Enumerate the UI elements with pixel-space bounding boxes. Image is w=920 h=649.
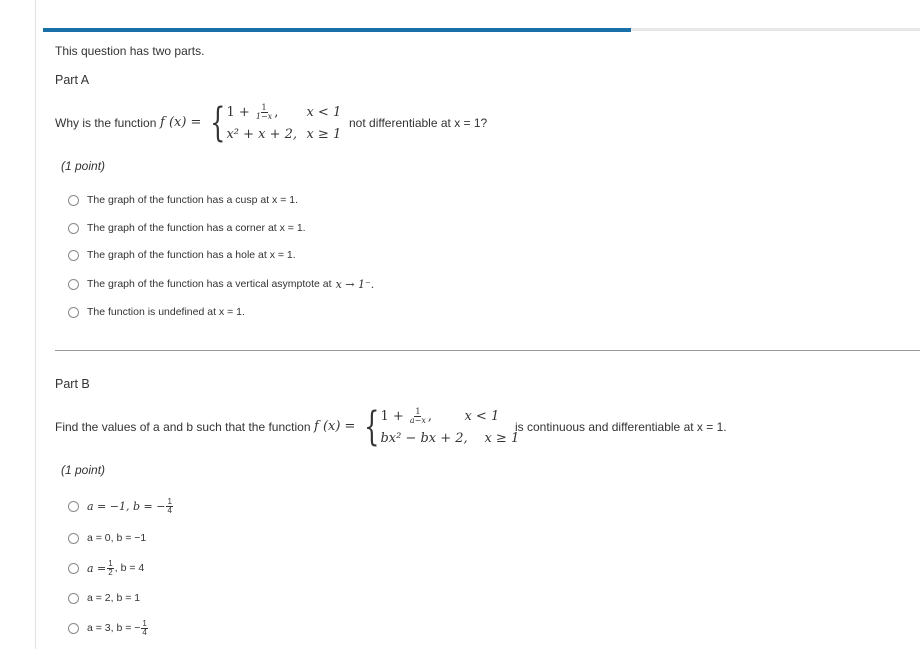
- part-b-brace: {: [364, 404, 380, 450]
- part-b-piecewise: { 1 + $\frac{1}{a-x}$ , x < 1 bx² − bx + 2, x ≥ 1: [364, 404, 520, 450]
- part-b-case2-expr: bx² − bx + 2,: [380, 430, 468, 446]
- part-a-case1-expr: 1 +: [226, 104, 250, 120]
- progress-bar: [43, 28, 920, 31]
- radio-button[interactable]: [68, 501, 79, 512]
- radio-button[interactable]: [68, 250, 79, 261]
- part-a-option-5[interactable]: [68, 304, 245, 320]
- part-a-option-2[interactable]: [68, 220, 306, 236]
- option-label: The graph of the function has a cusp at x = 1.: [87, 194, 299, 206]
- part-b-points: (1 point): [61, 463, 106, 477]
- option-suffix: , b = 4: [114, 562, 145, 574]
- left-border: [35, 0, 36, 649]
- option-frac-den: 4: [167, 505, 172, 515]
- part-a-case2-cond: x ≥ 1: [306, 126, 342, 142]
- radio-button[interactable]: [68, 279, 79, 290]
- option-label: The graph of the function has a hole at x = 1.: [87, 249, 296, 261]
- part-a-question-pre: Why is the function: [55, 116, 157, 130]
- part-b-option-4[interactable]: [68, 590, 140, 606]
- part-a-case1-den: 1−x: [255, 111, 273, 121]
- part-a-case1-cond: x < 1: [306, 104, 342, 120]
- part-a-brace: {: [210, 100, 226, 146]
- part-a-case2-expr: x² + x + 2,: [226, 126, 298, 142]
- part-b-case1-expr: 1 +: [380, 408, 404, 424]
- radio-button[interactable]: [68, 623, 79, 634]
- option-prefix: a = 3, b = −: [87, 622, 141, 634]
- option-frac-den: 2: [108, 567, 113, 577]
- option-frac-num: 1: [167, 496, 172, 506]
- option-math: x → 1⁻.: [335, 277, 375, 291]
- part-a-points: (1 point): [61, 159, 106, 173]
- option-label: a = 2, b = 1: [87, 592, 141, 604]
- part-a-option-1[interactable]: [68, 192, 298, 208]
- option-prefix: a =: [87, 561, 107, 575]
- part-a-function-name: f (x) =: [160, 115, 202, 130]
- part-b-option-3[interactable]: [68, 560, 144, 576]
- option-label: a = 0, b = −1: [87, 532, 147, 544]
- part-b-question-pre: Find the values of a and b such that the function: [55, 420, 311, 434]
- part-a-option-4[interactable]: [68, 276, 374, 292]
- part-b-case1-den: a−x: [409, 415, 426, 425]
- part-b-case1-cond: x < 1: [464, 408, 500, 424]
- option-label: The graph of the function has a corner at x = 1.: [87, 222, 306, 234]
- part-b-case1-num: 1: [415, 406, 421, 416]
- part-b-question-post: is continuous and differentiable at x = 1.: [515, 420, 727, 434]
- section-divider: [55, 350, 920, 351]
- radio-button[interactable]: [68, 563, 79, 574]
- part-b-case2-cond: x ≥ 1: [484, 430, 520, 446]
- option-label: The function is undefined at x = 1.: [87, 306, 245, 318]
- option-prefix: a = −1, b = −: [87, 499, 166, 513]
- part-b-function-name: f (x) =: [314, 419, 356, 434]
- part-b-option-5[interactable]: [68, 620, 149, 636]
- option-frac-den: 4: [142, 627, 147, 637]
- progress-bar-fill: [43, 28, 631, 32]
- part-a-question-post: not differentiable at x = 1?: [349, 116, 488, 130]
- option-label: The graph of the function has a vertical asymptote at: [87, 278, 332, 290]
- option-frac-num: 1: [142, 618, 147, 628]
- radio-button[interactable]: [68, 533, 79, 544]
- radio-button[interactable]: [68, 307, 79, 318]
- part-a-title: Part A: [55, 73, 90, 87]
- radio-button[interactable]: [68, 195, 79, 206]
- part-b-option-2[interactable]: [68, 530, 146, 546]
- radio-button[interactable]: [68, 593, 79, 604]
- intro-text: This question has two parts.: [55, 44, 205, 58]
- option-frac-num: 1: [108, 558, 113, 568]
- part-a-option-3[interactable]: [68, 247, 296, 263]
- part-a-piecewise: { 1 + $\frac{1}{1-x}$ , x < 1 x² + x + 2, x ≥ 1: [210, 100, 342, 146]
- radio-button[interactable]: [68, 223, 79, 234]
- part-b-option-1[interactable]: [68, 498, 174, 514]
- part-b-title: Part B: [55, 377, 90, 391]
- part-a-case1-num: 1: [261, 102, 267, 112]
